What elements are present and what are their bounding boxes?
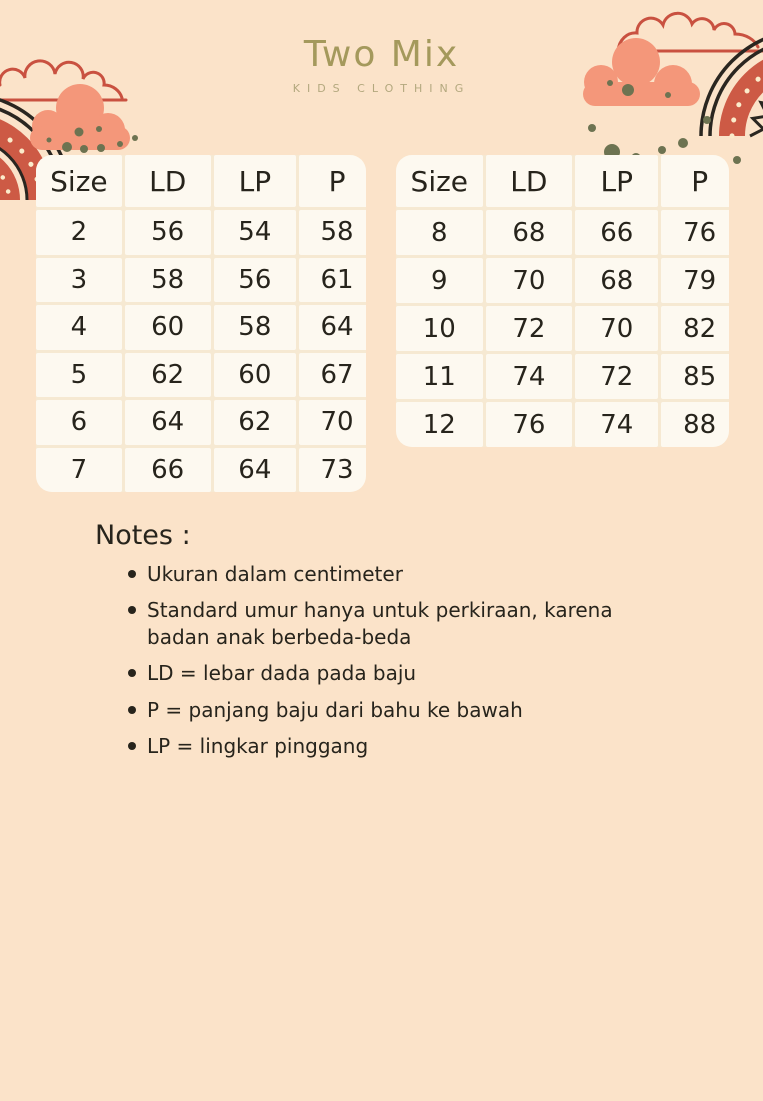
table-cell: 62: [214, 400, 297, 445]
column-header: LP: [214, 155, 297, 207]
table-cell: 9: [396, 258, 483, 303]
table-cell: 88: [661, 402, 729, 447]
table-cell: 76: [661, 210, 729, 255]
note-item: LP = lingkar pinggang: [147, 733, 667, 759]
column-header: P: [661, 155, 729, 207]
column-header: Size: [36, 155, 122, 207]
table-cell: 2: [36, 210, 122, 255]
table-cell: 68: [575, 258, 658, 303]
table-cell: 66: [575, 210, 658, 255]
column-header: LD: [125, 155, 211, 207]
table-cell: 4: [36, 305, 122, 350]
brand-title: Two Mix: [303, 34, 460, 75]
table-cell: 70: [486, 258, 573, 303]
table-cell: 85: [661, 354, 729, 399]
table-cell: 66: [125, 448, 211, 493]
size-table-right: [396, 155, 729, 447]
column-header: P: [299, 155, 366, 207]
table-cell: 54: [214, 210, 297, 255]
note-item: P = panjang baju dari bahu ke bawah: [147, 697, 667, 723]
table-cell: 58: [125, 258, 211, 303]
column-header: Size: [396, 155, 483, 207]
table-cell: 60: [125, 305, 211, 350]
table-cell: 12: [396, 402, 483, 447]
table-cell: 56: [214, 258, 297, 303]
table-cell: 58: [214, 305, 297, 350]
note-item: Standard umur hanya untuk perkiraan, karena badan anak berbeda-beda: [147, 597, 667, 650]
table-cell: 6: [36, 400, 122, 445]
table-cell: 3: [36, 258, 122, 303]
size-table-left: [36, 155, 366, 492]
table-cell: 67: [299, 353, 366, 398]
table-cell: 64: [214, 448, 297, 493]
table-cell: 64: [125, 400, 211, 445]
table-cell: 10: [396, 306, 483, 351]
table-cell: 70: [575, 306, 658, 351]
table-cell: 8: [396, 210, 483, 255]
note-item: Ukuran dalam centimeter: [147, 561, 667, 587]
notes-list: [147, 561, 667, 769]
table-cell: 58: [299, 210, 366, 255]
column-header: LD: [486, 155, 573, 207]
table-cell: 70: [299, 400, 366, 445]
table-cell: 76: [486, 402, 573, 447]
logo: [0, 34, 763, 95]
table-cell: 61: [299, 258, 366, 303]
table-cell: 74: [575, 402, 658, 447]
note-item: LD = lebar dada pada baju: [147, 660, 667, 686]
column-header: LP: [575, 155, 658, 207]
table-cell: 82: [661, 306, 729, 351]
table-cell: 72: [486, 306, 573, 351]
table-cell: 68: [486, 210, 573, 255]
table-cell: 56: [125, 210, 211, 255]
table-cell: 60: [214, 353, 297, 398]
brand-subtitle: KIDS CLOTHING: [292, 82, 471, 95]
table-cell: 7: [36, 448, 122, 493]
table-cell: 73: [299, 448, 366, 493]
table-cell: 79: [661, 258, 729, 303]
notes-heading: Notes :: [95, 520, 191, 551]
table-cell: 74: [486, 354, 573, 399]
table-cell: 11: [396, 354, 483, 399]
table-cell: 64: [299, 305, 366, 350]
table-cell: 5: [36, 353, 122, 398]
table-cell: 72: [575, 354, 658, 399]
table-cell: 62: [125, 353, 211, 398]
